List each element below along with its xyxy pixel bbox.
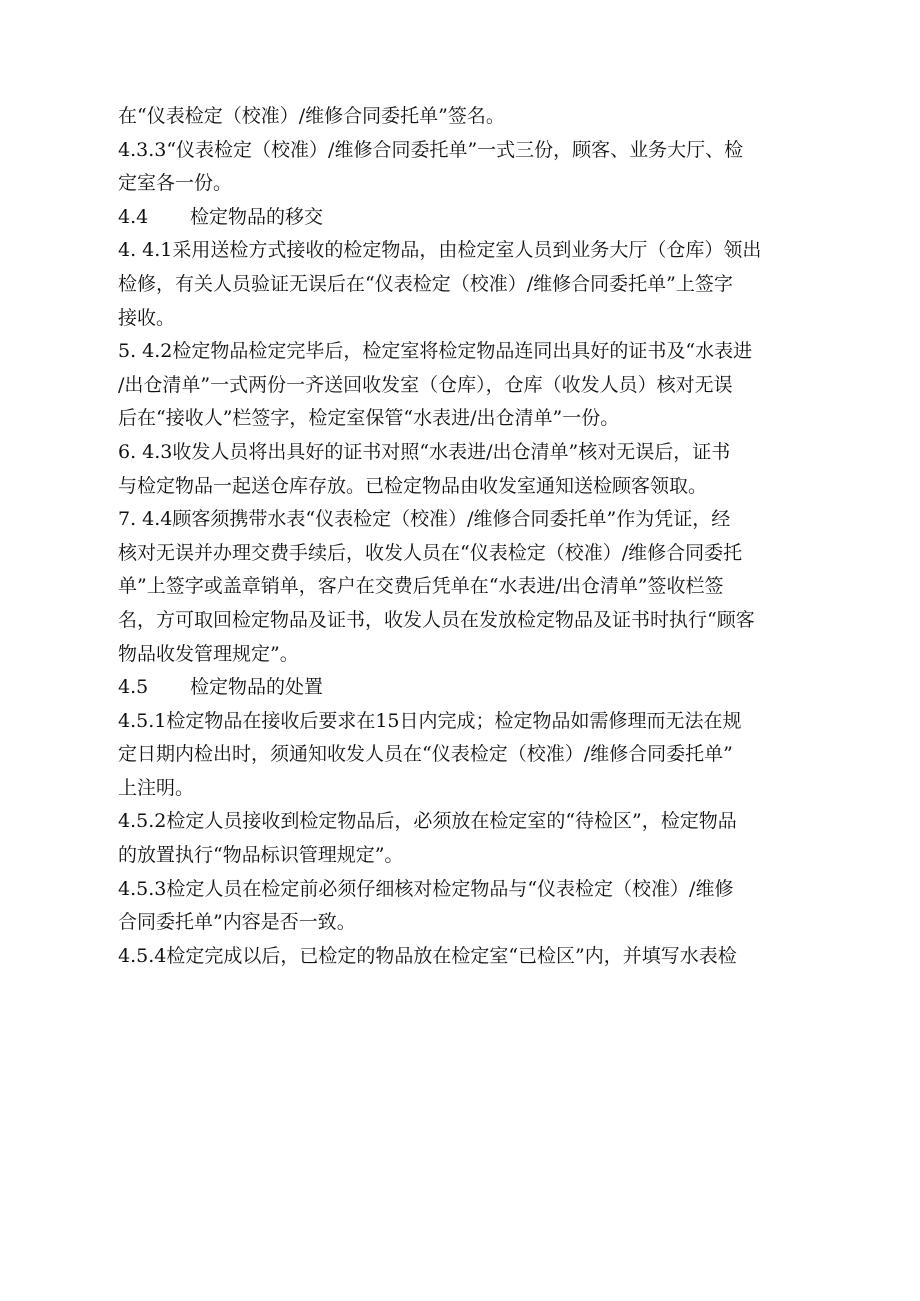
text-line: 核对无误并办理交费手续后，收发人员在“仪表检定（校准）/维修合同委托	[118, 541, 743, 564]
text-line: 物品收发管理规定”。	[118, 642, 299, 665]
text-line: 单”上签字或盖章销单，客户在交费后凭单在“水表进/出仓清单”签收栏签	[118, 575, 724, 598]
text-line: 4.5.2检定人员接收到检定物品后，必须放在检定室的“待检区”，检定物品	[118, 810, 737, 833]
text-line: /出仓清单”一式两份一齐送回收发室（仓库），仓库（收发人员）核对无误	[118, 373, 733, 396]
text-line: 4.5.4检定完成以后，已检定的物品放在检定室“已检区”内，并填写水表检	[118, 944, 737, 967]
text-line: 7. 4.4顾客须携带水表“仪表检定（校准）/维修合同委托单”作为凭证，经	[118, 508, 731, 531]
paragraph-4-5-2	[118, 805, 808, 872]
section-number: 4.4	[118, 205, 149, 228]
text-line: 4. 4.1采用送检方式接收的检定物品，由检定室人员到业务大厅（仓库）领出	[118, 239, 762, 262]
text-line: 4.3.3“仪表检定（校准）/维修合同委托单”一式三份，顾客、业务大厅、检	[118, 138, 744, 161]
paragraph-4-5-3	[118, 873, 808, 940]
paragraph-4-4-4	[118, 503, 808, 671]
text-line: 与检定物品一起送仓库存放。已检定物品由收发室通知送检顾客领取。	[118, 474, 708, 497]
text-line: 检修，有关人员验证无误后在“仪表检定（校准）/维修合同委托单”上签字	[118, 272, 733, 295]
paragraph-4-3-3	[118, 134, 808, 201]
paragraph-4-4-2	[118, 335, 808, 436]
text-line: 上注明。	[118, 776, 195, 799]
section-heading-4-4	[118, 201, 808, 235]
text-line: 4.5.1检定物品在接收后要求在15日内完成；检定物品如需修理而无法在规	[118, 709, 742, 732]
text-line: 5. 4.2检定物品检定完毕后，检定室将检定物品连同出具好的证书及“水表进	[118, 340, 753, 363]
section-title: 检定物品的处置	[190, 676, 324, 699]
document-body	[118, 100, 808, 973]
text-line: 合同委托单”内容是否一致。	[118, 911, 356, 934]
paragraph	[118, 100, 808, 134]
paragraph-4-4-1	[118, 234, 808, 335]
text-line: 后在“接收人”栏签字，检定室保管“水表进/出仓清单”一份。	[118, 407, 620, 430]
text-line: 接收。	[118, 306, 176, 329]
section-title: 检定物品的移交	[190, 205, 324, 228]
paragraph-4-4-3	[118, 436, 808, 503]
text-line: 4.5.3检定人员在检定前必须仔细核对检定物品与“仪表检定（校准）/维修	[118, 877, 734, 900]
paragraph-4-5-4	[118, 940, 808, 974]
text-line: 定日期内检出时，须通知收发人员在“仪表检定（校准）/维修合同委托单”	[118, 743, 733, 766]
text-line: 6. 4.3收发人员将出具好的证书对照“水表进/出仓清单”核对无误后，证书	[118, 440, 731, 463]
paragraph-4-5-1	[118, 705, 808, 806]
section-heading-4-5	[118, 671, 808, 705]
text-line: 名，方可取回检定物品及证书，收发人员在发放检定物品及证书时执行“顾客	[118, 608, 755, 631]
text-line: 在“仪表检定（校准）/维修合同委托单”签名。	[118, 105, 505, 127]
text-line: 的放置执行“物品标识管理规定”。	[118, 844, 404, 867]
text-line: 定室各一份。	[118, 172, 233, 195]
section-number: 4.5	[118, 676, 149, 699]
